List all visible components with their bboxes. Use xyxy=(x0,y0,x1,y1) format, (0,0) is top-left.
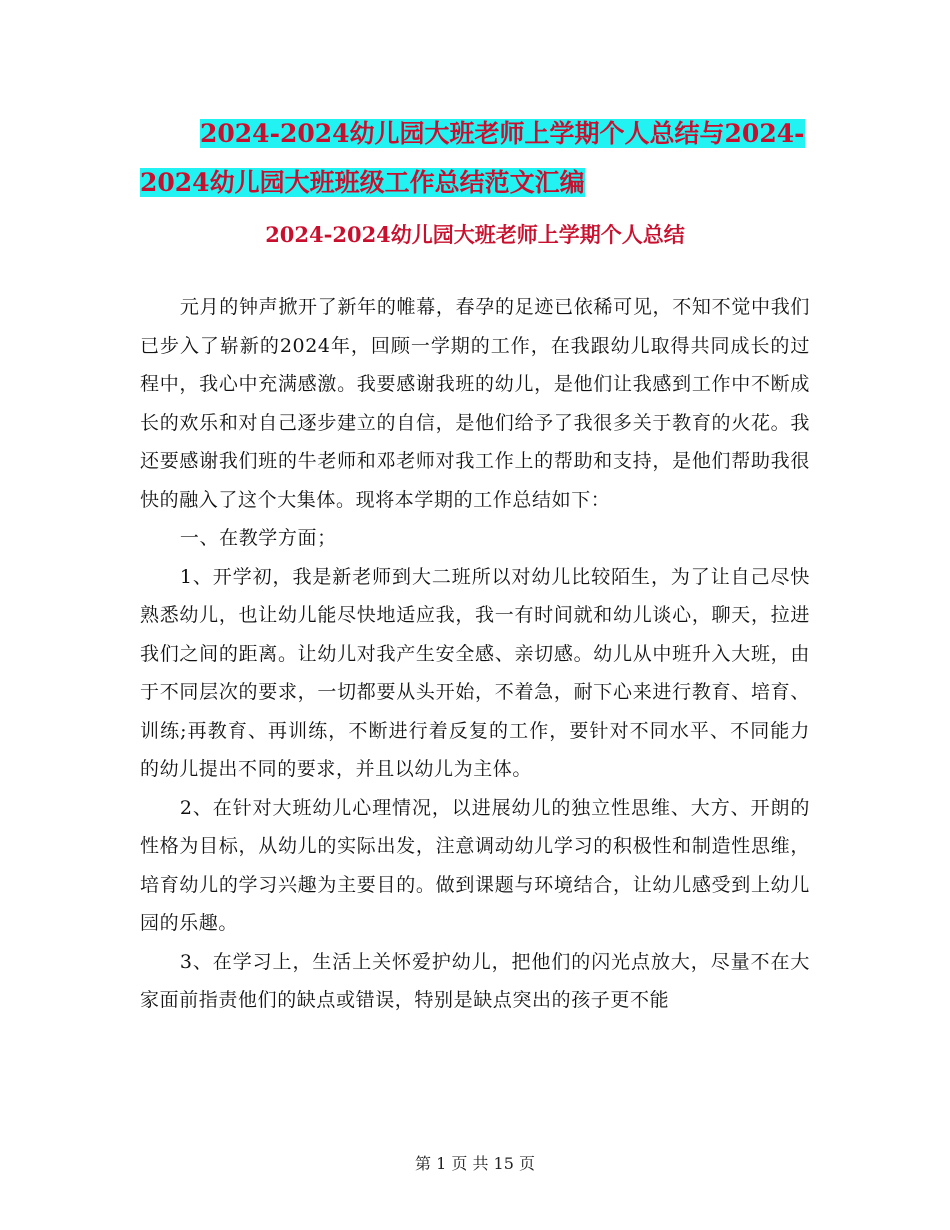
title-line-2 xyxy=(140,158,820,207)
page-footer: 第 1 页 共 15 页 xyxy=(415,1154,535,1173)
paragraph-teaching-heading: 一、在教学方面； xyxy=(179,527,337,549)
title-line-1 xyxy=(140,109,820,158)
document-body xyxy=(140,288,810,1020)
document-title xyxy=(140,109,820,207)
title-highlight-2: 2024幼儿园大班班级工作总结范文汇编 xyxy=(140,168,585,197)
paragraph-item-1: 1、开学初，我是新老师到大二班所以对幼儿比较陌生，为了让自己尽快熟悉幼儿，也让幼儿能尽快地适应我，我一有时间就和幼儿谈心，聊天，拉进我们之间的距离。让幼儿对我产生安全感、亲切感。幼儿从中班升入大班，由于不同层次的要求，一切都要从头开始，不着急，耐下心来进行教育、培育、训练;再教育、再训练，不断进行着反复的工作，要针对不同水平、不同能力的幼儿提出不同的要求，并且以幼儿为主体。 xyxy=(140,565,810,780)
paragraph-intro: 元月的钟声掀开了新年的帷幕，春孕的足迹已依稀可见，不知不觉中我们已步入了崭新的2024年，回顾一学期的工作，在我跟幼儿取得共同成长的过程中，我心中充满感激。我要感谢我班的幼儿，是他们让我感到工作中不断成长的欢乐和对自己逐步建立的自信，是他们给予了我很多关于教育的火花。我还要感谢我们班的牛老师和邓老师对我工作上的帮助和支持，是他们帮助我很快的融入了这个大集体。现将本学期的工作总结如下： xyxy=(140,296,810,511)
title-highlight-1: 2024-2024幼儿园大班老师上学期个人总结与2024- xyxy=(200,119,805,148)
paragraph-item-3: 3、在学习上，生活上关怀爱护幼儿，把他们的闪光点放大，尽量不在大家面前指责他们的缺点或错误，特别是缺点突出的孩子更不能 xyxy=(140,950,810,1011)
section-heading: 2024-2024幼儿园大班老师上学期个人总结 xyxy=(265,222,685,247)
paragraph-item-2: 2、在针对大班幼儿心理情况，以进展幼儿的独立性思维、大方、开朗的性格为目标，从幼儿的实际出发，注意调动幼儿学习的积极性和制造性思维，培育幼儿的学习兴趣为主要目的。做到课题与环境结合，让幼儿感受到上幼儿园的乐趣。 xyxy=(140,796,810,934)
